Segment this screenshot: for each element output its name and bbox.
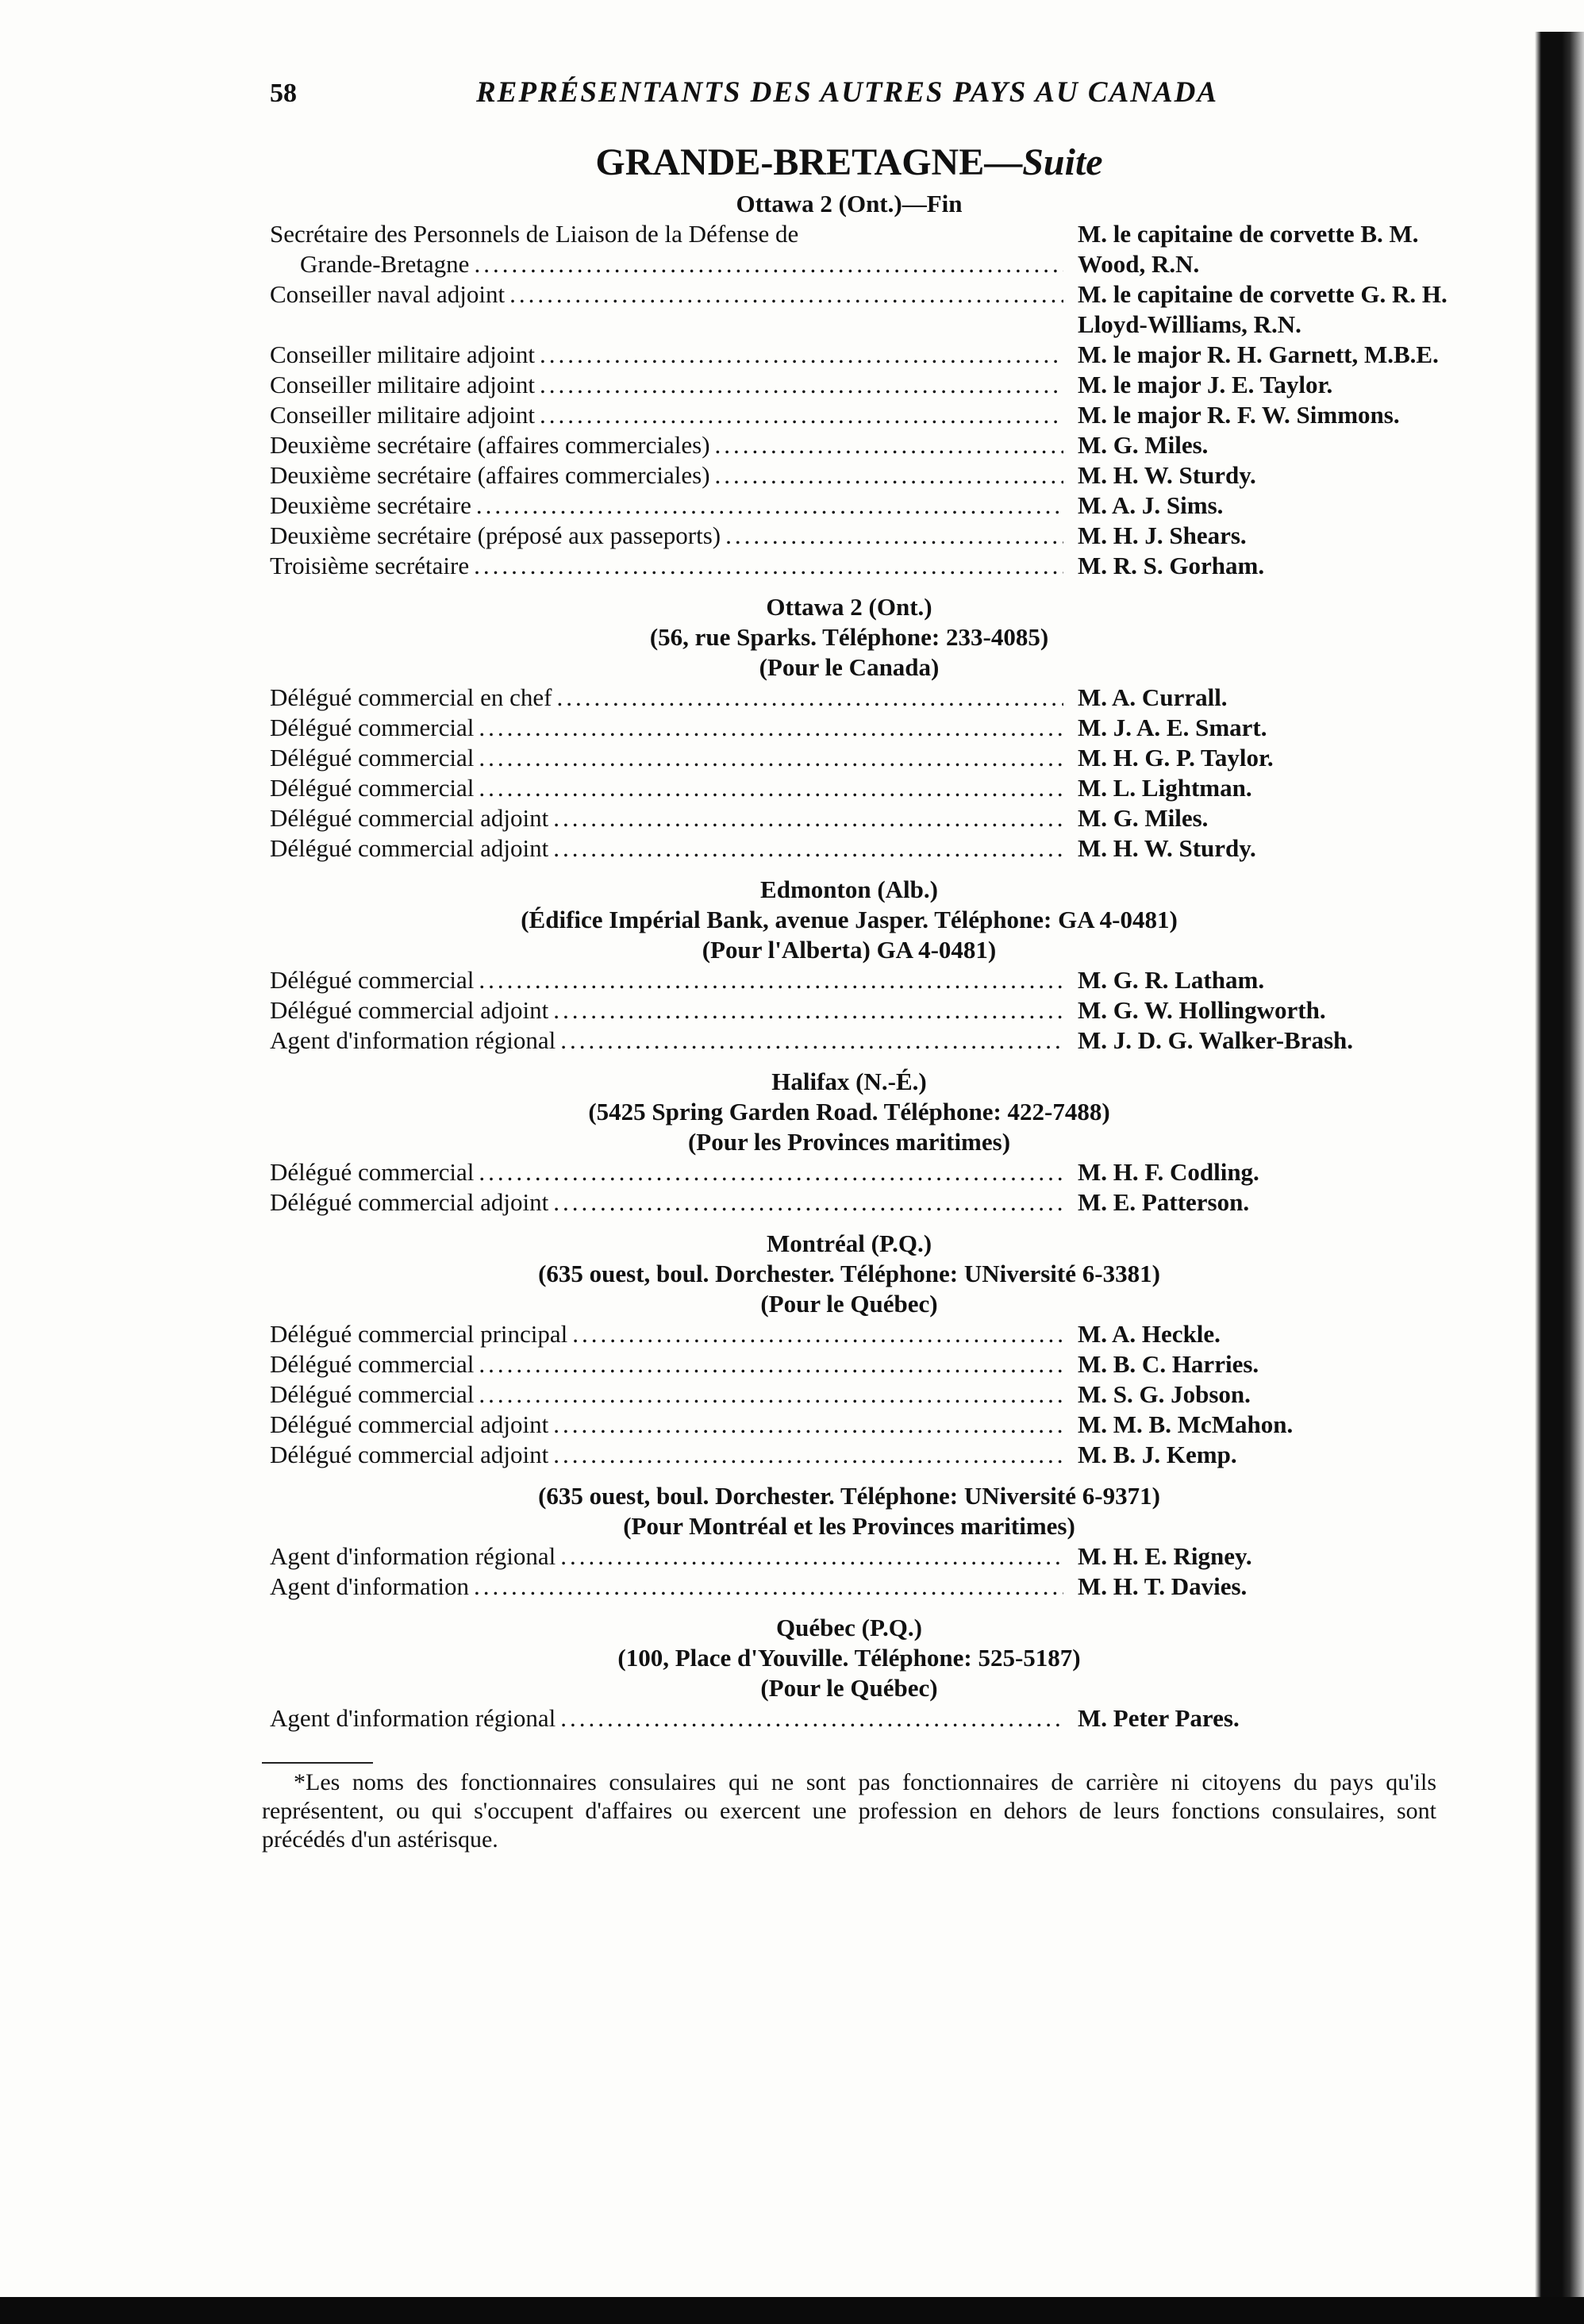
position-label-line1: Secrétaire des Personnels de Liaison de la Défense de xyxy=(270,220,799,248)
position-label xyxy=(270,773,1063,803)
leader-dots xyxy=(721,521,1063,551)
table-row xyxy=(270,219,1460,279)
position-label xyxy=(270,1541,1063,1572)
position-label xyxy=(270,430,1063,460)
person-name: M. Peter Pares. xyxy=(1078,1704,1240,1732)
page-number: 58 xyxy=(270,79,297,108)
position-label-text: Conseiller naval adjoint xyxy=(270,280,506,308)
position-label xyxy=(270,833,1063,864)
table-row xyxy=(270,1572,1460,1602)
section xyxy=(270,864,1460,1056)
page-title-text: GRANDE-BRETAGNE— xyxy=(595,141,1023,183)
section xyxy=(270,1602,1460,1733)
section-address: (56, rue Sparks. Téléphone: 233-4085) xyxy=(649,623,1049,651)
leader-dots xyxy=(474,1157,1063,1187)
position-label xyxy=(270,219,1063,279)
position-label-text: Délégué commercial xyxy=(270,774,475,802)
position-label-text: Deuxième secrétaire xyxy=(270,491,471,519)
person-name: M. B. C. Harries. xyxy=(1078,1350,1259,1378)
position-label xyxy=(270,683,1063,713)
person-name: M. R. S. Gorham. xyxy=(1078,552,1265,579)
person-name: M. M. B. McMahon. xyxy=(1078,1410,1294,1438)
position-label-text: Délégué commercial adjoint xyxy=(270,1188,549,1216)
position-label-text: Agent d'information régional xyxy=(270,1542,556,1570)
position-label-text: Délégué commercial xyxy=(270,714,475,741)
person-name: M. E. Patterson. xyxy=(1078,1188,1250,1216)
table-row xyxy=(270,1440,1460,1470)
position-label xyxy=(270,370,1063,400)
leader-dots xyxy=(474,713,1063,743)
table-row xyxy=(270,1319,1460,1349)
leader-dots xyxy=(548,1440,1063,1470)
table-row xyxy=(270,340,1460,370)
position-label xyxy=(270,995,1063,1025)
section-heading: Edmonton (Alb.) xyxy=(760,875,938,903)
section-address: (Pour le Québec) xyxy=(760,1290,938,1318)
section-address: (635 ouest, boul. Dorchester. Téléphone: UNiversité 6-3381) xyxy=(538,1260,1160,1287)
position-label-text: Agent d'information xyxy=(270,1572,469,1600)
table-row xyxy=(270,430,1460,460)
person-name: M. H. J. Shears. xyxy=(1078,521,1247,549)
person-name: M. B. J. Kemp. xyxy=(1078,1441,1237,1468)
position-label-text: Agent d'information régional xyxy=(270,1704,556,1732)
position-label-text: Délégué commercial adjoint xyxy=(270,834,549,862)
person-name: M. G. W. Hollingworth. xyxy=(1078,996,1326,1024)
position-label xyxy=(270,1187,1063,1218)
sections-container xyxy=(270,189,1460,1733)
person-name: M. H. W. Sturdy. xyxy=(1078,461,1256,489)
table-row xyxy=(270,1410,1460,1440)
table-row xyxy=(270,773,1460,803)
person-name: M. G. Miles. xyxy=(1078,431,1209,459)
position-label xyxy=(270,803,1063,833)
position-label-text: Troisième secrétaire xyxy=(270,552,470,579)
position-label xyxy=(270,713,1063,743)
table-row xyxy=(270,551,1460,581)
leader-dots xyxy=(548,1410,1063,1440)
position-label xyxy=(270,279,1063,310)
table-row xyxy=(270,1157,1460,1187)
position-label-text: Conseiller militaire adjoint xyxy=(270,371,536,398)
footnote-rule xyxy=(262,1762,373,1764)
person-name: M. le major J. E. Taylor. xyxy=(1078,371,1333,398)
person-name: M. A. Currall. xyxy=(1078,683,1228,711)
person-name: M. H. T. Davies. xyxy=(1078,1572,1248,1600)
position-label xyxy=(270,743,1063,773)
position-label-text: Délégué commercial xyxy=(270,1350,475,1378)
footnote: *Les noms des fonctionnaires consulaires qui ne sont pas fonctionnaires de carrière ni citoyens du pays qu'ils représentent, ou qui s'occupent d'affaires ou exercent une profession en dehors de leurs fonctions consulaires, sont précédés d'un astérisque. xyxy=(262,1769,1436,1853)
position-label xyxy=(270,460,1063,491)
section-heading: Halifax (N.-É.) xyxy=(771,1068,927,1095)
section-gap xyxy=(270,1602,1460,1613)
person-name: M. H. E. Rigney. xyxy=(1078,1542,1252,1570)
leader-dots xyxy=(552,683,1063,713)
table-row xyxy=(270,803,1460,833)
leader-dots xyxy=(469,249,1063,279)
table-row xyxy=(270,491,1460,521)
person-name: M. le capitaine de corvette B. M. Wood, R.N. xyxy=(1078,220,1419,278)
section-heading: Québec (P.Q.) xyxy=(776,1614,922,1641)
position-label-text: Délégué commercial xyxy=(270,1380,475,1408)
position-label xyxy=(270,521,1063,551)
table-row xyxy=(270,1379,1460,1410)
running-head-title: REPRÉSENTANTS DES AUTRES PAYS AU CANADA xyxy=(476,76,1219,109)
section-address: (100, Place d'Youville. Téléphone: 525-5187) xyxy=(617,1644,1081,1672)
table-row xyxy=(270,965,1460,995)
leader-dots xyxy=(474,965,1063,995)
position-label xyxy=(270,1440,1063,1470)
section-gap xyxy=(270,1218,1460,1229)
table-row xyxy=(270,400,1460,430)
leader-dots xyxy=(548,995,1063,1025)
position-label-text: Délégué commercial en chef xyxy=(270,683,552,711)
table-row xyxy=(270,683,1460,713)
table-row xyxy=(270,1025,1460,1056)
section-heading: Ottawa 2 (Ont.) xyxy=(766,593,932,621)
leader-dots xyxy=(548,1187,1063,1218)
section xyxy=(270,189,1460,581)
section-heading: Montréal (P.Q.) xyxy=(766,1229,932,1257)
position-label xyxy=(270,491,1063,521)
table-row xyxy=(270,713,1460,743)
position-label-text: Délégué commercial adjoint xyxy=(270,1410,549,1438)
section xyxy=(270,1056,1460,1218)
position-label-line2 xyxy=(270,249,1063,279)
leader-dots xyxy=(474,773,1063,803)
table-row xyxy=(270,521,1460,551)
section-address: (Pour les Provinces maritimes) xyxy=(687,1128,1011,1156)
page-title xyxy=(270,140,1460,184)
position-label-text: Agent d'information régional xyxy=(270,1026,556,1054)
section xyxy=(270,1470,1460,1602)
person-name: M. G. R. Latham. xyxy=(1078,966,1265,994)
position-label-text: Grande-Bretagne xyxy=(300,250,470,278)
position-label xyxy=(270,1157,1063,1187)
position-label xyxy=(270,400,1063,430)
section-gap xyxy=(270,864,1460,875)
position-label xyxy=(270,1572,1063,1602)
section xyxy=(270,581,1460,864)
leader-dots xyxy=(469,551,1063,581)
position-label-text: Délégué commercial xyxy=(270,966,475,994)
leader-dots xyxy=(474,1349,1063,1379)
position-label xyxy=(270,965,1063,995)
section-address: (Pour l'Alberta) GA 4-0481) xyxy=(702,936,997,964)
table-row xyxy=(270,1187,1460,1218)
leader-dots xyxy=(548,803,1063,833)
person-name: M. H. G. P. Taylor. xyxy=(1078,744,1274,771)
leader-dots xyxy=(710,430,1063,460)
person-name: M. J. D. G. Walker-Brash. xyxy=(1078,1026,1354,1054)
leader-dots xyxy=(535,370,1063,400)
table-row xyxy=(270,370,1460,400)
position-label-text: Deuxième secrétaire (préposé aux passeports) xyxy=(270,521,721,549)
page-title-suite: Suite xyxy=(1022,141,1103,183)
section xyxy=(270,1218,1460,1470)
page-content xyxy=(262,75,1460,1854)
leader-dots xyxy=(469,1572,1063,1602)
position-label-text: Deuxième secrétaire (affaires commerciales) xyxy=(270,431,710,459)
table-row xyxy=(270,1349,1460,1379)
person-name: M. H. F. Codling. xyxy=(1078,1158,1259,1186)
leader-dots xyxy=(556,1703,1063,1733)
section-gap xyxy=(270,1470,1460,1481)
person-name: M. H. W. Sturdy. xyxy=(1078,834,1256,862)
position-label-text: Délégué commercial adjoint xyxy=(270,996,549,1024)
leader-dots xyxy=(567,1319,1063,1349)
leader-dots xyxy=(535,340,1063,370)
position-label-text: Conseiller militaire adjoint xyxy=(270,401,536,429)
position-label-text: Délégué commercial adjoint xyxy=(270,804,549,832)
leader-dots xyxy=(474,1379,1063,1410)
table-row xyxy=(270,279,1460,340)
position-label xyxy=(270,551,1063,581)
section-heading: Ottawa 2 (Ont.)—Fin xyxy=(736,190,963,217)
position-label xyxy=(270,340,1063,370)
person-name: M. le major R. F. W. Simmons. xyxy=(1078,401,1400,429)
position-label-text: Conseiller militaire adjoint xyxy=(270,341,536,368)
position-label xyxy=(270,1703,1063,1733)
table-row xyxy=(270,1703,1460,1733)
leader-dots xyxy=(535,400,1063,430)
section-gap xyxy=(270,1056,1460,1067)
position-label-text: Délégué commercial xyxy=(270,1158,475,1186)
section-address: (Édifice Impérial Bank, avenue Jasper. Téléphone: GA 4-0481) xyxy=(521,906,1178,933)
table-row xyxy=(270,1541,1460,1572)
table-row xyxy=(270,833,1460,864)
scan-bottom-edge xyxy=(0,2297,1584,2324)
position-label xyxy=(270,1319,1063,1349)
table-row xyxy=(270,460,1460,491)
table-row xyxy=(270,743,1460,773)
person-name: M. le major R. H. Garnett, M.B.E. xyxy=(1078,341,1439,368)
position-label-text: Délégué commercial adjoint xyxy=(270,1441,549,1468)
person-name: M. G. Miles. xyxy=(1078,804,1209,832)
scan-right-edge xyxy=(1521,32,1584,2318)
running-head xyxy=(270,75,1460,131)
section-address: (Pour le Québec) xyxy=(760,1674,938,1702)
position-label xyxy=(270,1349,1063,1379)
position-label xyxy=(270,1025,1063,1056)
leader-dots xyxy=(556,1541,1063,1572)
position-label-text: Deuxième secrétaire (affaires commerciales) xyxy=(270,461,710,489)
person-name: M. A. J. Sims. xyxy=(1078,491,1224,519)
section-address: (5425 Spring Garden Road. Téléphone: 422-7488) xyxy=(588,1098,1110,1125)
section-address: (Pour le Canada) xyxy=(759,653,940,681)
section-address: (Pour Montréal et les Provinces maritimes) xyxy=(623,1512,1075,1540)
leader-dots xyxy=(710,460,1063,491)
position-label-text: Délégué commercial principal xyxy=(270,1320,568,1348)
leader-dots xyxy=(471,491,1063,521)
person-name: M. A. Heckle. xyxy=(1078,1320,1221,1348)
person-name: M. J. A. E. Smart. xyxy=(1078,714,1267,741)
section-address: (635 ouest, boul. Dorchester. Téléphone: UNiversité 6-9371) xyxy=(538,1482,1160,1510)
person-name: M. L. Lightman. xyxy=(1078,774,1252,802)
leader-dots xyxy=(505,279,1063,310)
person-name: M. le capitaine de corvette G. R. H. Lloyd-Williams, R.N. xyxy=(1078,280,1448,338)
position-label-text: Délégué commercial xyxy=(270,744,475,771)
person-name: M. S. G. Jobson. xyxy=(1078,1380,1251,1408)
table-row xyxy=(270,995,1460,1025)
leader-dots xyxy=(556,1025,1063,1056)
leader-dots xyxy=(548,833,1063,864)
position-label xyxy=(270,1379,1063,1410)
leader-dots xyxy=(474,743,1063,773)
position-label xyxy=(270,1410,1063,1440)
section-gap xyxy=(270,581,1460,592)
